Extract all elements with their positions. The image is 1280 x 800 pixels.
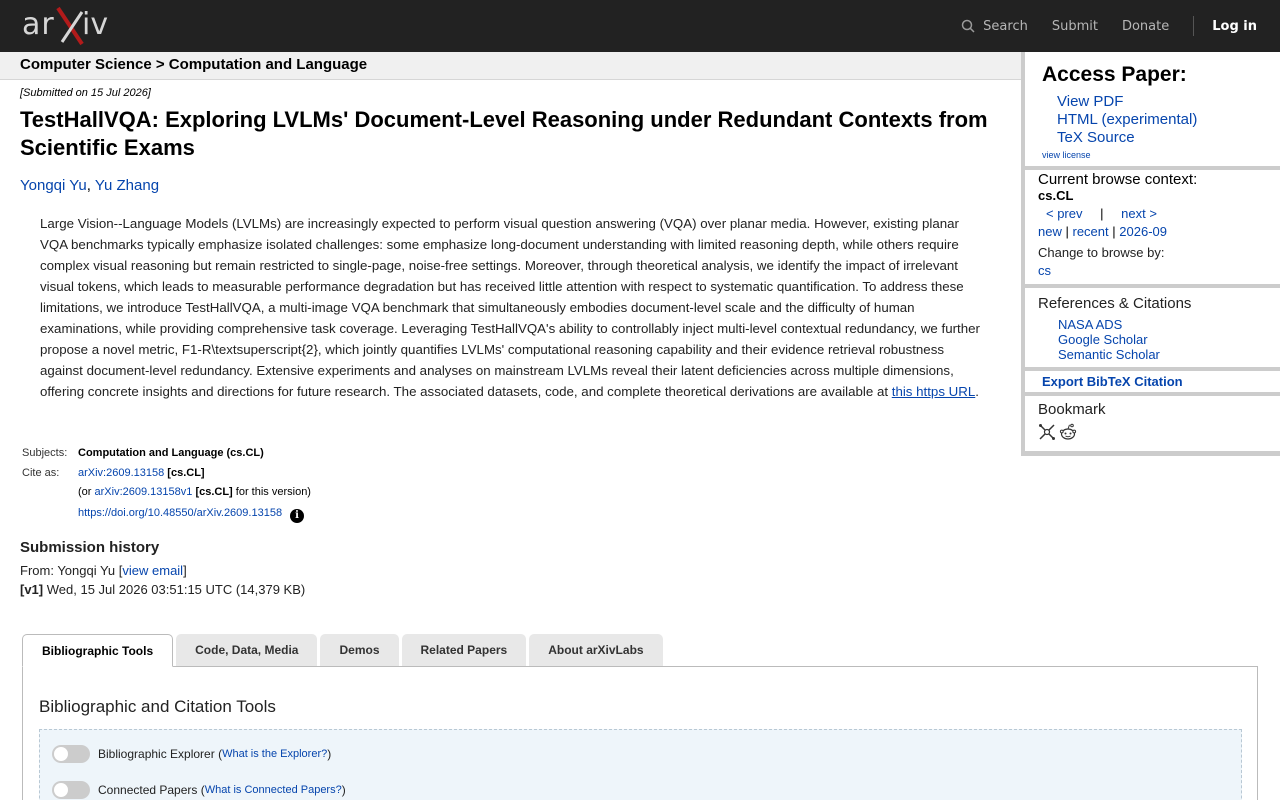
references-header: References & Citations xyxy=(1038,295,1192,312)
tool-label: Connected Papers xyxy=(98,783,198,797)
cite-id-link[interactable]: arXiv:2609.13158 xyxy=(78,467,165,479)
bibliographic-explorer-toggle[interactable] xyxy=(52,745,90,763)
svg-text:ar: ar xyxy=(22,7,55,42)
author-list: Yongqi Yu, Yu Zhang xyxy=(20,177,160,194)
next-link[interactable]: next > xyxy=(1121,206,1157,221)
connected-papers-toggle[interactable] xyxy=(52,781,90,799)
subjects-label: Subjects: xyxy=(22,447,68,459)
version-entry xyxy=(20,582,305,597)
view-email-link[interactable]: view email xyxy=(122,563,184,578)
tab-demos[interactable]: Demos xyxy=(320,634,398,666)
reddit-icon[interactable] xyxy=(1059,423,1077,441)
browse-context-box: Current browse context: cs.CL < prev | next > new | recent | 2026-09 Change to browse by: cs xyxy=(1025,170,1280,284)
abstract-text: Large Vision--Language Models (LVLMs) are increasingly expected to perform visual question answering (VQA) over planar media. However, existing planar VQA benchmarks typically emphasize isolated challenges: some emphasize long-document understanding with limited reasoning depth, while others require complex visual reasoning but remain restricted to single-page, noise-free settings. Moreover, through theoretical analysis, we identify the impact of irrelevant visual tokens, which leads to measurable performance degradation but has received little attention with respect to systematic quantification. To address these limitations, we introduce TestHallVQA, a multi-image VQA benchmark that simultaneously embodies document-level scale and the difficulty of human examinations, while providing comprehensive task coverage. Leveraging TestHallVQA's ability to controllably inject multi-level contextual redundancy, we further propose a novel metric, F1-R\textsuperscript{2}, which jointly quantifies LVLMs' computational reasoning capability and their evidence retrieval robustness against document-level redundancy. Extensive experiments and analyses on mainstream LVLMs reveal their latent deficiencies across multiple dimensions, offering concrete insights and directions for future research. The associated datasets, code, and complete theoretical derivations are available at xyxy=(40,216,980,399)
version-label: [v1] xyxy=(20,582,44,597)
metadata-table: Subjects: Computation and Language (cs.CL) Cite as: arXiv:2609.13158 [cs.CL] (or arXiv:2609.13158v1 [cs.CL] for this version) https://doi.org/10.48550/arXiv.2609.13158 i xyxy=(22,447,311,521)
tab-about-arxivlabs[interactable]: About arXivLabs xyxy=(529,634,662,666)
search-icon xyxy=(961,19,975,33)
svg-text:iv: iv xyxy=(82,7,109,42)
export-bibtex-link[interactable]: Export BibTeX Citation xyxy=(1042,374,1183,389)
breadcrumb: Computer Science > Computation and Language xyxy=(0,52,1021,80)
prev-link[interactable]: < prev xyxy=(1046,206,1083,221)
browse-context-category: cs.CL xyxy=(1038,188,1074,203)
html-experimental-link[interactable]: HTML (experimental) xyxy=(1057,111,1198,128)
tab-code-data-media[interactable]: Code, Data, Media xyxy=(176,634,317,666)
bibtex-box xyxy=(1025,371,1280,392)
cite-label: Cite as: xyxy=(22,467,60,479)
nav-donate[interactable]: Donate xyxy=(1121,18,1170,34)
tool-help-link[interactable]: What is Connected Papers? xyxy=(204,784,342,796)
tool-help-link[interactable]: What is the Explorer? xyxy=(222,748,328,760)
submission-history-title: Submission history xyxy=(20,539,160,556)
tab-related-papers[interactable]: Related Papers xyxy=(402,634,527,666)
browse-context-header: Current browse context: xyxy=(1038,171,1198,188)
info-icon[interactable]: i xyxy=(290,509,304,523)
google-scholar-link[interactable]: Google Scholar xyxy=(1058,332,1148,347)
tab-panel xyxy=(22,666,1258,800)
author-link[interactable]: Yu Zhang xyxy=(94,177,160,194)
change-browse-label: Change to browse by: xyxy=(1038,245,1165,260)
panel-title: Bibliographic and Citation Tools xyxy=(39,697,276,716)
paper-title: TestHallVQA: Exploring LVLMs' Document-Level Reasoning under Redundant Contexts from Scientific Exams xyxy=(20,107,988,160)
access-paper-box xyxy=(1025,52,1280,166)
bookmark-header: Bookmark xyxy=(1038,401,1106,418)
semantic-scholar-link[interactable]: Semantic Scholar xyxy=(1058,347,1160,362)
submission-from: From: Yongqi Yu [view email] xyxy=(20,563,187,578)
author-link[interactable]: Yongqi Yu xyxy=(20,177,87,194)
abstract-url-link[interactable]: this https URL xyxy=(891,384,976,399)
login-button[interactable]: Log in xyxy=(1212,18,1257,34)
view-pdf-link[interactable]: View PDF xyxy=(1057,93,1124,110)
labs-tabs xyxy=(22,634,666,667)
view-license-link[interactable]: view license xyxy=(1042,150,1091,160)
nav-search-label: Search xyxy=(983,18,1028,34)
nav-submit[interactable]: Submit xyxy=(1051,18,1098,34)
tool-row: Bibliographic Explorer ( What is the Explorer? ) xyxy=(52,745,331,763)
nav-links xyxy=(961,0,1280,52)
arxiv-logo[interactable] xyxy=(22,6,114,46)
access-paper-title: Access Paper: xyxy=(1042,63,1187,86)
new-link[interactable]: new xyxy=(1038,224,1062,239)
tex-source-link[interactable]: TeX Source xyxy=(1057,129,1135,146)
version-date: Wed, 15 Jul 2026 03:51:15 UTC (14,379 KB) xyxy=(46,582,306,597)
nasa-ads-link[interactable]: NASA ADS xyxy=(1058,317,1123,332)
sidebar xyxy=(1021,52,1280,456)
top-navbar xyxy=(0,0,1280,52)
subjects-value: Computation and Language (cs.CL) xyxy=(78,447,264,459)
recent-link[interactable]: recent xyxy=(1072,224,1109,239)
version-id-link[interactable]: arXiv:2609.13158v1 xyxy=(94,486,193,498)
submission-date: [Submitted on 15 Jul 2026] xyxy=(20,87,151,99)
references-box xyxy=(1025,288,1280,367)
tool-label: Bibliographic Explorer xyxy=(98,747,215,761)
tools-box xyxy=(39,729,1242,800)
bookmark-box xyxy=(1025,396,1280,451)
doi-link[interactable]: https://doi.org/10.48550/arXiv.2609.13158 xyxy=(78,507,283,519)
bibsonomy-icon[interactable] xyxy=(1038,423,1056,441)
tool-row: Connected Papers ( What is Connected Papers? ) xyxy=(52,781,346,799)
month-link[interactable]: 2026-09 xyxy=(1119,224,1167,239)
abstract: Large Vision--Language Models (LVLMs) are increasingly expected to perform visual question answering (VQA) over planar media. However, existing planar VQA benchmarks typically emphasize isolated challenges: some emphasize long-document understanding with limited reasoning depth, while others require complex visual reasoning but remain restricted to single-page, noise-free settings. Moreover, through theoretical analysis, we identify the impact of irrelevant visual tokens, which leads to measurable performance degradation but has received little attention with respect to systematic quantification. To address these limitations, we introduce TestHallVQA, a multi-image VQA benchmark that simultaneously embodies document-level scale and the difficulty of human examinations, while providing comprehensive task coverage. Leveraging TestHallVQA's ability to controllably inject multi-level contextual redundancy, we further propose a novel metric, F1-R\textsuperscript{2}, which jointly quantifies LVLMs' computational reasoning capability and their evidence retrieval robustness against document-level redundancy. Extensive experiments and analyses on mainstream LVLMs reveal their latent deficiencies across multiple dimensions, offering concrete insights and directions for future research. The associated datasets, code, and complete theoretical derivations are available at this https URL. xyxy=(40,216,980,399)
nav-search[interactable] xyxy=(961,19,1028,34)
nav-divider xyxy=(1193,16,1194,36)
tab-bibliographic-tools[interactable]: Bibliographic Tools xyxy=(22,634,173,667)
cs-link[interactable]: cs xyxy=(1038,263,1051,278)
